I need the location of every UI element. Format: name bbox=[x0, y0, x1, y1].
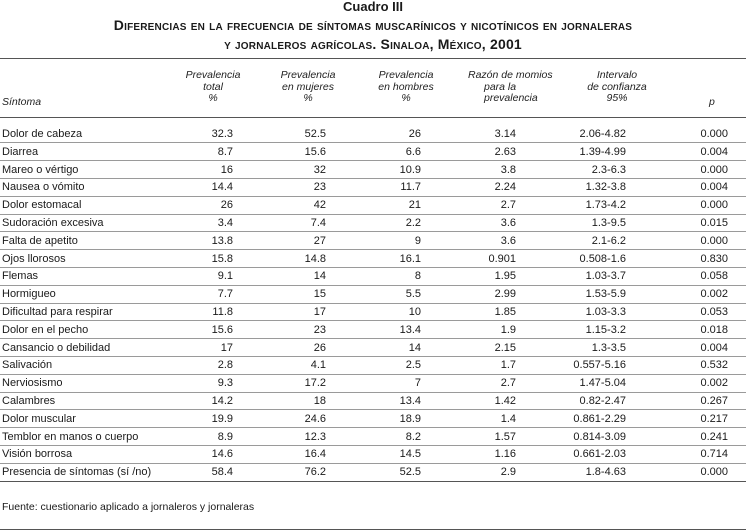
header-razon-line-2: para la bbox=[484, 80, 517, 93]
table-row bbox=[0, 410, 746, 428]
cell-hombres: 14 bbox=[408, 341, 421, 354]
cell-mujeres: 23 bbox=[313, 323, 326, 336]
table-source-note: Fuente: cuestionario aplicado a jornaleros y jornaleras bbox=[2, 501, 255, 513]
cell-mujeres: 24.6 bbox=[304, 412, 326, 425]
cell-p: 0.053 bbox=[700, 306, 728, 318]
header-intervalo-line-3: 95% bbox=[606, 92, 628, 104]
cell-razon: 2.9 bbox=[500, 466, 516, 479]
cell-sintoma: Sudoración excesiva bbox=[2, 217, 104, 229]
cell-intervalo: 1.03-3.3 bbox=[585, 306, 626, 318]
cell-total: 8.7 bbox=[217, 145, 233, 158]
cell-intervalo: 2.06-4.82 bbox=[579, 128, 626, 140]
cell-intervalo: 2.1-6.2 bbox=[591, 234, 626, 247]
cell-total: 19.9 bbox=[211, 412, 233, 425]
cell-hombres: 26 bbox=[408, 128, 421, 140]
header-prevalencia-total-line-3: % bbox=[208, 92, 218, 104]
cell-mujeres: 12.3 bbox=[304, 430, 326, 443]
bottom-rule bbox=[0, 529, 746, 530]
cell-p: 0.830 bbox=[700, 252, 728, 265]
table-row bbox=[0, 143, 746, 161]
header-prevalencia-hombres-line-2: en hombres bbox=[378, 80, 434, 93]
cell-total: 9.1 bbox=[217, 270, 233, 283]
cell-mujeres: 26 bbox=[313, 341, 326, 354]
header-intervalo-line-1: Intervalo bbox=[596, 69, 638, 81]
cell-mujeres: 17 bbox=[313, 306, 326, 318]
cell-hombres: 16.1 bbox=[399, 252, 421, 265]
cell-mujeres: 4.1 bbox=[310, 359, 326, 372]
cell-intervalo: 2.3-6.3 bbox=[591, 163, 626, 176]
cell-mujeres: 16.4 bbox=[304, 448, 326, 461]
cell-hombres: 10 bbox=[408, 306, 421, 318]
cell-intervalo: 1.32-3.8 bbox=[585, 181, 626, 194]
cell-mujeres: 15 bbox=[313, 288, 326, 301]
cell-intervalo: 0.82-2.47 bbox=[579, 395, 626, 407]
cell-hombres: 52.5 bbox=[399, 466, 421, 479]
cell-sintoma: Nausea o vómito bbox=[2, 181, 85, 194]
header-intervalo-confianza bbox=[580, 70, 654, 105]
cell-hombres: 9 bbox=[414, 234, 421, 247]
cell-mujeres: 27 bbox=[313, 234, 326, 247]
cell-total: 9.3 bbox=[217, 377, 233, 390]
cell-razon: 2.7 bbox=[500, 377, 516, 390]
cell-razon: 3.6 bbox=[500, 234, 516, 247]
cell-p: 0.267 bbox=[700, 395, 728, 407]
cell-razon: 1.9 bbox=[500, 323, 516, 336]
cell-intervalo: 0.508-1.6 bbox=[579, 252, 626, 265]
cell-total: 2.8 bbox=[217, 359, 233, 372]
cell-sintoma: Diarrea bbox=[2, 145, 39, 158]
row-divider bbox=[0, 481, 746, 482]
header-sintoma: Síntoma bbox=[2, 96, 42, 108]
header-prevalencia-total-line-2: total bbox=[203, 80, 223, 93]
cell-total: 14.4 bbox=[211, 181, 233, 194]
table-row bbox=[0, 339, 746, 357]
table-title-line-1: Diferencias en la frecuencia de síntomas muscarínicos y nicotínicos en jornaleras bbox=[113, 17, 633, 33]
cell-hombres: 10.9 bbox=[399, 163, 421, 176]
table-row bbox=[0, 178, 746, 196]
table-row bbox=[0, 125, 746, 143]
cell-total: 58.4 bbox=[211, 466, 233, 479]
cell-intervalo: 1.47-5.04 bbox=[579, 377, 626, 390]
cell-intervalo: 1.39-4.99 bbox=[579, 145, 626, 158]
header-prevalencia-hombres bbox=[368, 70, 444, 105]
cell-mujeres: 76.2 bbox=[304, 466, 326, 479]
cell-p: 0.241 bbox=[700, 430, 728, 443]
table-row bbox=[0, 303, 746, 321]
cell-hombres: 7 bbox=[414, 377, 421, 390]
cell-p: 0.000 bbox=[700, 163, 728, 176]
cell-p: 0.000 bbox=[700, 234, 728, 247]
cell-hombres: 13.4 bbox=[399, 395, 421, 407]
table-row bbox=[0, 196, 746, 214]
table-row bbox=[0, 321, 746, 339]
cell-intervalo: 1.73-4.2 bbox=[585, 199, 626, 212]
cell-razon: 3.14 bbox=[494, 128, 516, 140]
cell-total: 3.4 bbox=[217, 217, 233, 229]
table-row bbox=[0, 250, 746, 268]
cell-p: 0.532 bbox=[700, 359, 728, 372]
header-prevalencia-total-line-1: Prevalencia bbox=[185, 69, 241, 81]
cell-intervalo: 0.661-2.03 bbox=[573, 448, 626, 461]
cell-intervalo: 0.861-2.29 bbox=[573, 412, 626, 425]
cell-mujeres: 14 bbox=[313, 270, 326, 283]
header-prevalencia-hombres-line-1: Prevalencia bbox=[378, 69, 434, 81]
cell-mujeres: 42 bbox=[313, 199, 326, 212]
header-prevalencia-mujeres bbox=[270, 70, 346, 105]
cell-razon: 1.57 bbox=[494, 430, 516, 443]
cell-intervalo: 0.557-5.16 bbox=[573, 359, 626, 372]
table-row bbox=[0, 285, 746, 303]
table-row bbox=[0, 267, 746, 285]
cell-sintoma: Calambres bbox=[2, 395, 56, 407]
cell-razon: 3.8 bbox=[500, 163, 516, 176]
table-row bbox=[0, 374, 746, 392]
cell-mujeres: 17.2 bbox=[304, 377, 326, 390]
cell-sintoma: Falta de apetito bbox=[2, 234, 78, 247]
cell-sintoma: Cansancio o debilidad bbox=[2, 341, 111, 354]
cell-p: 0.000 bbox=[700, 466, 728, 479]
cell-p: 0.004 bbox=[700, 145, 728, 158]
cell-total: 26 bbox=[220, 199, 233, 212]
table-row bbox=[0, 232, 746, 250]
header-prevalencia-mujeres-line-2: en mujeres bbox=[282, 80, 334, 93]
cell-total: 14.2 bbox=[211, 395, 233, 407]
cell-sintoma: Dolor en el pecho bbox=[2, 323, 89, 336]
cell-intervalo: 1.03-3.7 bbox=[585, 270, 626, 283]
cell-mujeres: 23 bbox=[313, 181, 326, 194]
cell-razon: 2.7 bbox=[500, 199, 516, 212]
cell-razon: 2.63 bbox=[494, 145, 516, 158]
cell-p: 0.002 bbox=[700, 288, 728, 301]
header-razon-line-1: Razón de momios bbox=[468, 69, 553, 81]
cell-sintoma: Presencia de síntomas (sí /no) bbox=[2, 466, 152, 479]
cell-razon: 1.16 bbox=[494, 448, 516, 461]
cell-p: 0.004 bbox=[700, 341, 728, 354]
cell-sintoma: Dolor muscular bbox=[2, 412, 76, 425]
cell-sintoma: Temblor en manos o cuerpo bbox=[2, 430, 139, 443]
cell-intervalo: 1.53-5.9 bbox=[585, 288, 626, 301]
header-prevalencia-mujeres-line-3: % bbox=[303, 92, 313, 104]
cell-sintoma: Dolor de cabeza bbox=[2, 128, 83, 140]
cell-razon: 1.95 bbox=[494, 270, 516, 283]
header-rule bbox=[0, 117, 746, 118]
cell-intervalo: 1.3-3.5 bbox=[591, 341, 626, 354]
cell-p: 0.004 bbox=[700, 181, 728, 194]
cell-hombres: 13.4 bbox=[399, 323, 421, 336]
cell-total: 17 bbox=[220, 341, 233, 354]
cell-p: 0.018 bbox=[700, 323, 728, 336]
header-prevalencia-hombres-line-3: % bbox=[401, 92, 411, 104]
cell-total: 16 bbox=[220, 163, 233, 176]
cell-sintoma: Flemas bbox=[2, 270, 39, 283]
cell-hombres: 2.5 bbox=[405, 359, 421, 372]
cell-razon: 0.901 bbox=[488, 252, 516, 265]
cell-total: 11.8 bbox=[212, 306, 233, 318]
cell-total: 14.6 bbox=[211, 448, 233, 461]
cell-p: 0.000 bbox=[700, 199, 728, 212]
header-prevalencia-mujeres-line-1: Prevalencia bbox=[280, 69, 336, 81]
cell-razon: 1.4 bbox=[500, 412, 516, 425]
cell-mujeres: 52.5 bbox=[304, 128, 326, 140]
cell-mujeres: 32 bbox=[313, 163, 326, 176]
cell-total: 8.9 bbox=[217, 430, 233, 443]
cell-razon: 1.85 bbox=[494, 306, 516, 318]
cell-hombres: 5.5 bbox=[405, 288, 421, 301]
cell-razon: 1.7 bbox=[500, 359, 516, 372]
cell-sintoma: Hormigueo bbox=[2, 288, 56, 301]
cell-razon: 1.42 bbox=[494, 395, 516, 407]
cell-p: 0.002 bbox=[700, 377, 728, 390]
table-row bbox=[0, 428, 746, 446]
table-row bbox=[0, 161, 746, 179]
top-rule bbox=[0, 58, 746, 59]
cell-intervalo: 1.8-4.63 bbox=[585, 466, 626, 479]
table-row bbox=[0, 356, 746, 374]
table-row bbox=[0, 445, 746, 463]
cell-razon: 2.99 bbox=[494, 288, 516, 301]
cell-total: 13.8 bbox=[211, 234, 233, 247]
header-razon-line-3: prevalencia bbox=[484, 92, 538, 104]
cell-sintoma: Dolor estomacal bbox=[2, 199, 82, 212]
cell-total: 15.8 bbox=[211, 252, 233, 265]
cell-hombres: 6.6 bbox=[405, 145, 421, 158]
table-row bbox=[0, 214, 746, 232]
cell-p: 0.058 bbox=[700, 270, 728, 283]
cell-p: 0.217 bbox=[700, 412, 728, 425]
cell-sintoma: Mareo o vértigo bbox=[2, 163, 79, 176]
cell-p: 0.714 bbox=[700, 448, 728, 461]
cell-razon: 2.24 bbox=[494, 181, 516, 194]
cell-hombres: 2.2 bbox=[405, 217, 421, 229]
cell-razon: 3.6 bbox=[500, 217, 516, 229]
cell-sintoma: Dificultad para respirar bbox=[2, 306, 113, 318]
table-number: Cuadro III bbox=[343, 0, 403, 14]
cell-hombres: 18.9 bbox=[399, 412, 421, 425]
cell-sintoma: Salivación bbox=[2, 359, 53, 372]
cell-hombres: 8.2 bbox=[405, 430, 421, 443]
cell-hombres: 11.7 bbox=[400, 181, 421, 194]
cell-razon: 2.15 bbox=[494, 341, 516, 354]
cell-p: 0.015 bbox=[700, 217, 728, 229]
cell-intervalo: 1.15-3.2 bbox=[585, 323, 626, 336]
cell-p: 0.000 bbox=[700, 128, 728, 140]
table-title-line-2: y jornaleros agrícolas. Sinaloa, México, 2001 bbox=[224, 36, 522, 52]
cell-hombres: 14.5 bbox=[399, 448, 421, 461]
cell-hombres: 8 bbox=[414, 270, 421, 283]
header-prevalencia-total bbox=[178, 70, 248, 105]
cell-mujeres: 7.4 bbox=[310, 217, 326, 229]
cell-sintoma: Ojos llorosos bbox=[2, 252, 66, 265]
table-row bbox=[0, 463, 746, 481]
cell-total: 15.6 bbox=[211, 323, 233, 336]
cell-total: 32.3 bbox=[211, 128, 233, 140]
cell-mujeres: 18 bbox=[313, 395, 326, 407]
header-p: p bbox=[709, 96, 715, 108]
cell-total: 7.7 bbox=[217, 288, 233, 301]
table-row bbox=[0, 392, 746, 410]
cell-sintoma: Nerviosismo bbox=[2, 377, 63, 390]
cell-intervalo: 1.3-9.5 bbox=[591, 217, 626, 229]
header-razon-momios bbox=[468, 70, 564, 105]
cell-mujeres: 15.6 bbox=[304, 145, 326, 158]
cell-hombres: 21 bbox=[408, 199, 421, 212]
cell-sintoma: Visión borrosa bbox=[2, 448, 73, 461]
cell-intervalo: 0.814-3.09 bbox=[573, 430, 626, 443]
header-intervalo-line-2: de confianza bbox=[587, 80, 647, 93]
cell-mujeres: 14.8 bbox=[304, 252, 326, 265]
